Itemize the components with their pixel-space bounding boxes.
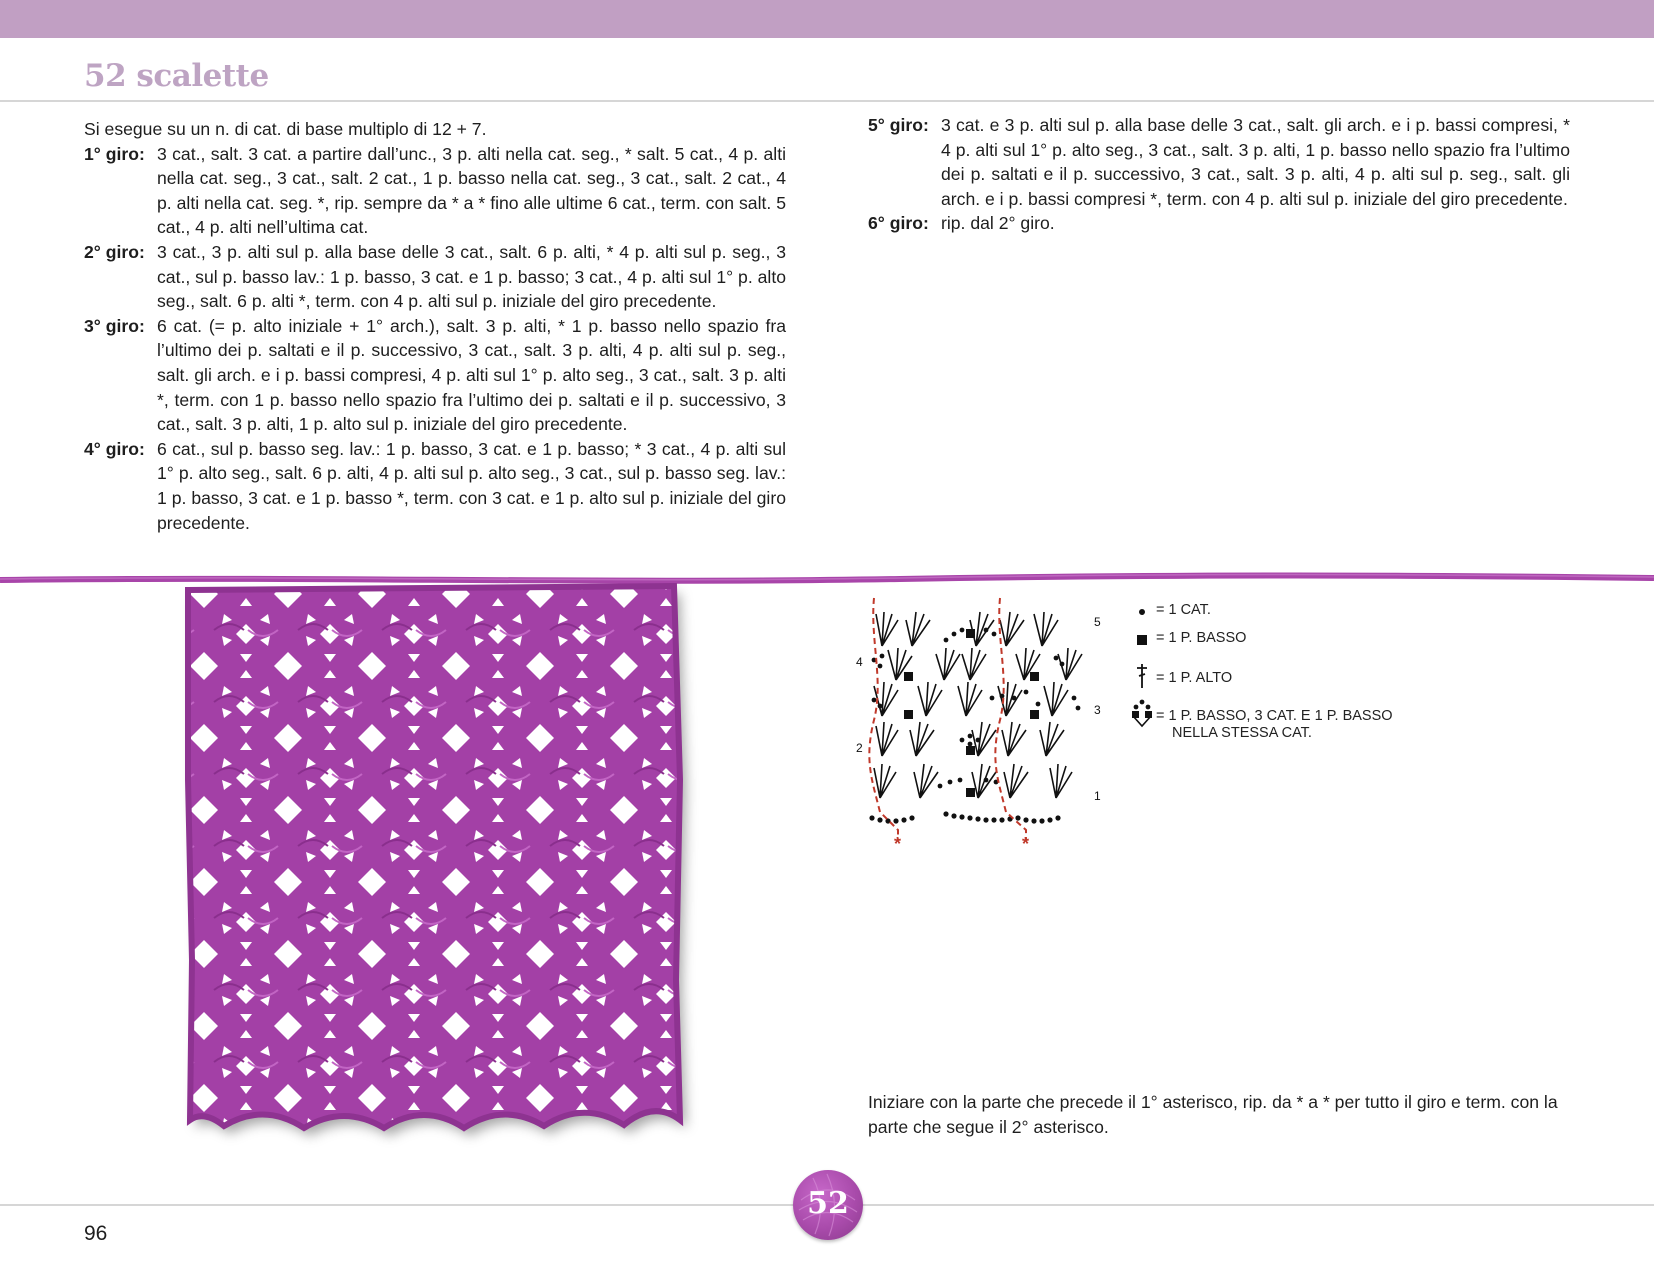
round-label: 2° giro: [84, 241, 145, 262]
tall-stitch-icon [1128, 662, 1156, 694]
top-color-band [0, 0, 1654, 38]
legend-label-continued: NELLA STESSA CAT. [1172, 725, 1312, 741]
picot-icon [1128, 698, 1156, 732]
stitch-diagram [856, 600, 1122, 856]
round-label: 6° giro: [868, 213, 929, 234]
page-title: 52 scalette [84, 58, 269, 94]
repeat-note: Iniziare con la parte che precede il 1° asterisco, rip. da * a * per tutto il giro e term. con la parte che segue il 2° asterisco. [868, 1092, 1558, 1137]
round-text: 3 cat., salt. 3 cat. a partire dall’unc., 3 p. alti nella cat. seg., * salt. 5 cat., 4 p. alti nella cat. seg., 3 cat., salt. 2 cat., 1 p. basso nella cat. seg., 3 cat., salt. 2 cat., 4 p. alti nella cat. seg. *, rip. sempre da * a * fino alle ultime 6 cat., term. con salt. 5 cat., 4 p. alti nell’ultima cat. [157, 143, 786, 238]
asterisk-left: * [894, 834, 902, 854]
round-text: 3 cat. e 3 p. alti sul p. alla base delle 3 cat., salt. gli arch. e i p. bassi compresi, * 4 p. alti sul 1° p. alto seg., 3 cat., salt. 3 p. alti, 1 p. basso nello spazio fra l’ultimo dei p. saltati e il p. successivo, 3 cat., salt. 3 p. alti, 4 p. alti sul p. seg., salt. gli arch. e i p. bassi compresi *, term. con 4 p. alti sul p. iniziale del giro precedente. [941, 115, 1570, 209]
round-text: 6 cat., sul p. basso seg. lav.: 1 p. basso, 3 cat. e 1 p. basso; * 3 cat., 4 p. alti sul 1° p. alto seg., salt. 6 p. alti, 4 p. alti sul p. alto seg., 3 cat., sul p. basso seg. lav.: 1 p. basso, 3 cat. e 1 p. basso *, term. con 3 cat. e 1 p. alto sul p. iniziale del giro precedente. [157, 438, 786, 533]
round-text: 6 cat. (= p. alto iniziale + 1° arch.), salt. 3 p. alti, * 1 p. basso nello spazio fra l’ultimo dei p. saltati e il p. successivo, 3 cat., salt. 3 p. alti, 4 p. alti sul p. seg., salt. gli arch. e i p. bassi compresi, 4 p. alti sul 1° p. alto seg., 3 cat., salt. 3 p. alti *, term. con 1 p. basso nello spazio fra l’ultimo dei p. saltati e il p. successivo, 3 cat., salt. 3 p. alti, 1 p. alto sul p. iniziale del giro precedente. [157, 315, 786, 435]
pattern-number-badge: 52 [807, 1186, 849, 1221]
legend-label: = 1 CAT. [1156, 602, 1211, 618]
round-text: 3 cat., 3 p. alti sul p. alla base delle 3 cat., salt. 6 p. alti, * 4 p. alti sul p. seg., 3 cat., sul p. basso lav.: 1 p. basso, 3 cat. e 1 p. basso; 3 cat., 4 p. alti sul 1° p. alto seg., salt. 6 p. alti *, term. con 4 p. alti sul p. iniziale del giro precedente. [157, 241, 786, 312]
legend-label: = 1 P. ALTO [1156, 670, 1233, 686]
intro-text: Si esegue su un n. di cat. di base multiplo di 12 + 7. [84, 119, 487, 139]
legend-label: = 1 P. BASSO [1156, 630, 1247, 646]
round-6 [868, 211, 1570, 236]
crochet-swatch-photo [184, 580, 704, 1140]
legend-label: = 1 P. BASSO, 3 CAT. E 1 P. BASSO [1156, 708, 1393, 724]
row-number-2: 2 [856, 741, 863, 755]
round-2 [84, 240, 786, 314]
round-3 [84, 314, 786, 437]
round-text: rip. dal 2° giro. [941, 213, 1055, 234]
round-label: 3° giro: [84, 315, 145, 336]
instructions-left-column [84, 117, 786, 535]
asterisk-right: * [1022, 834, 1030, 854]
row-number-3: 3 [1094, 703, 1101, 717]
row-4-stitches [888, 648, 1082, 680]
round-label: 1° giro: [84, 143, 145, 164]
round-label: 4° giro: [84, 438, 145, 459]
page-number: 96 [84, 1222, 108, 1245]
square-icon [1128, 630, 1156, 652]
title-divider [0, 100, 1654, 102]
yarn-ball-badge [793, 1170, 863, 1240]
dot-icon [1128, 602, 1156, 624]
row-number-1: 1 [1094, 789, 1101, 803]
round-4 [84, 437, 786, 535]
row-number-4: 4 [856, 655, 863, 669]
round-5 [868, 113, 1570, 211]
round-1 [84, 142, 786, 240]
row-number-5: 5 [1094, 615, 1101, 629]
round-label: 5° giro: [868, 115, 929, 135]
instructions-right-column [868, 113, 1570, 236]
